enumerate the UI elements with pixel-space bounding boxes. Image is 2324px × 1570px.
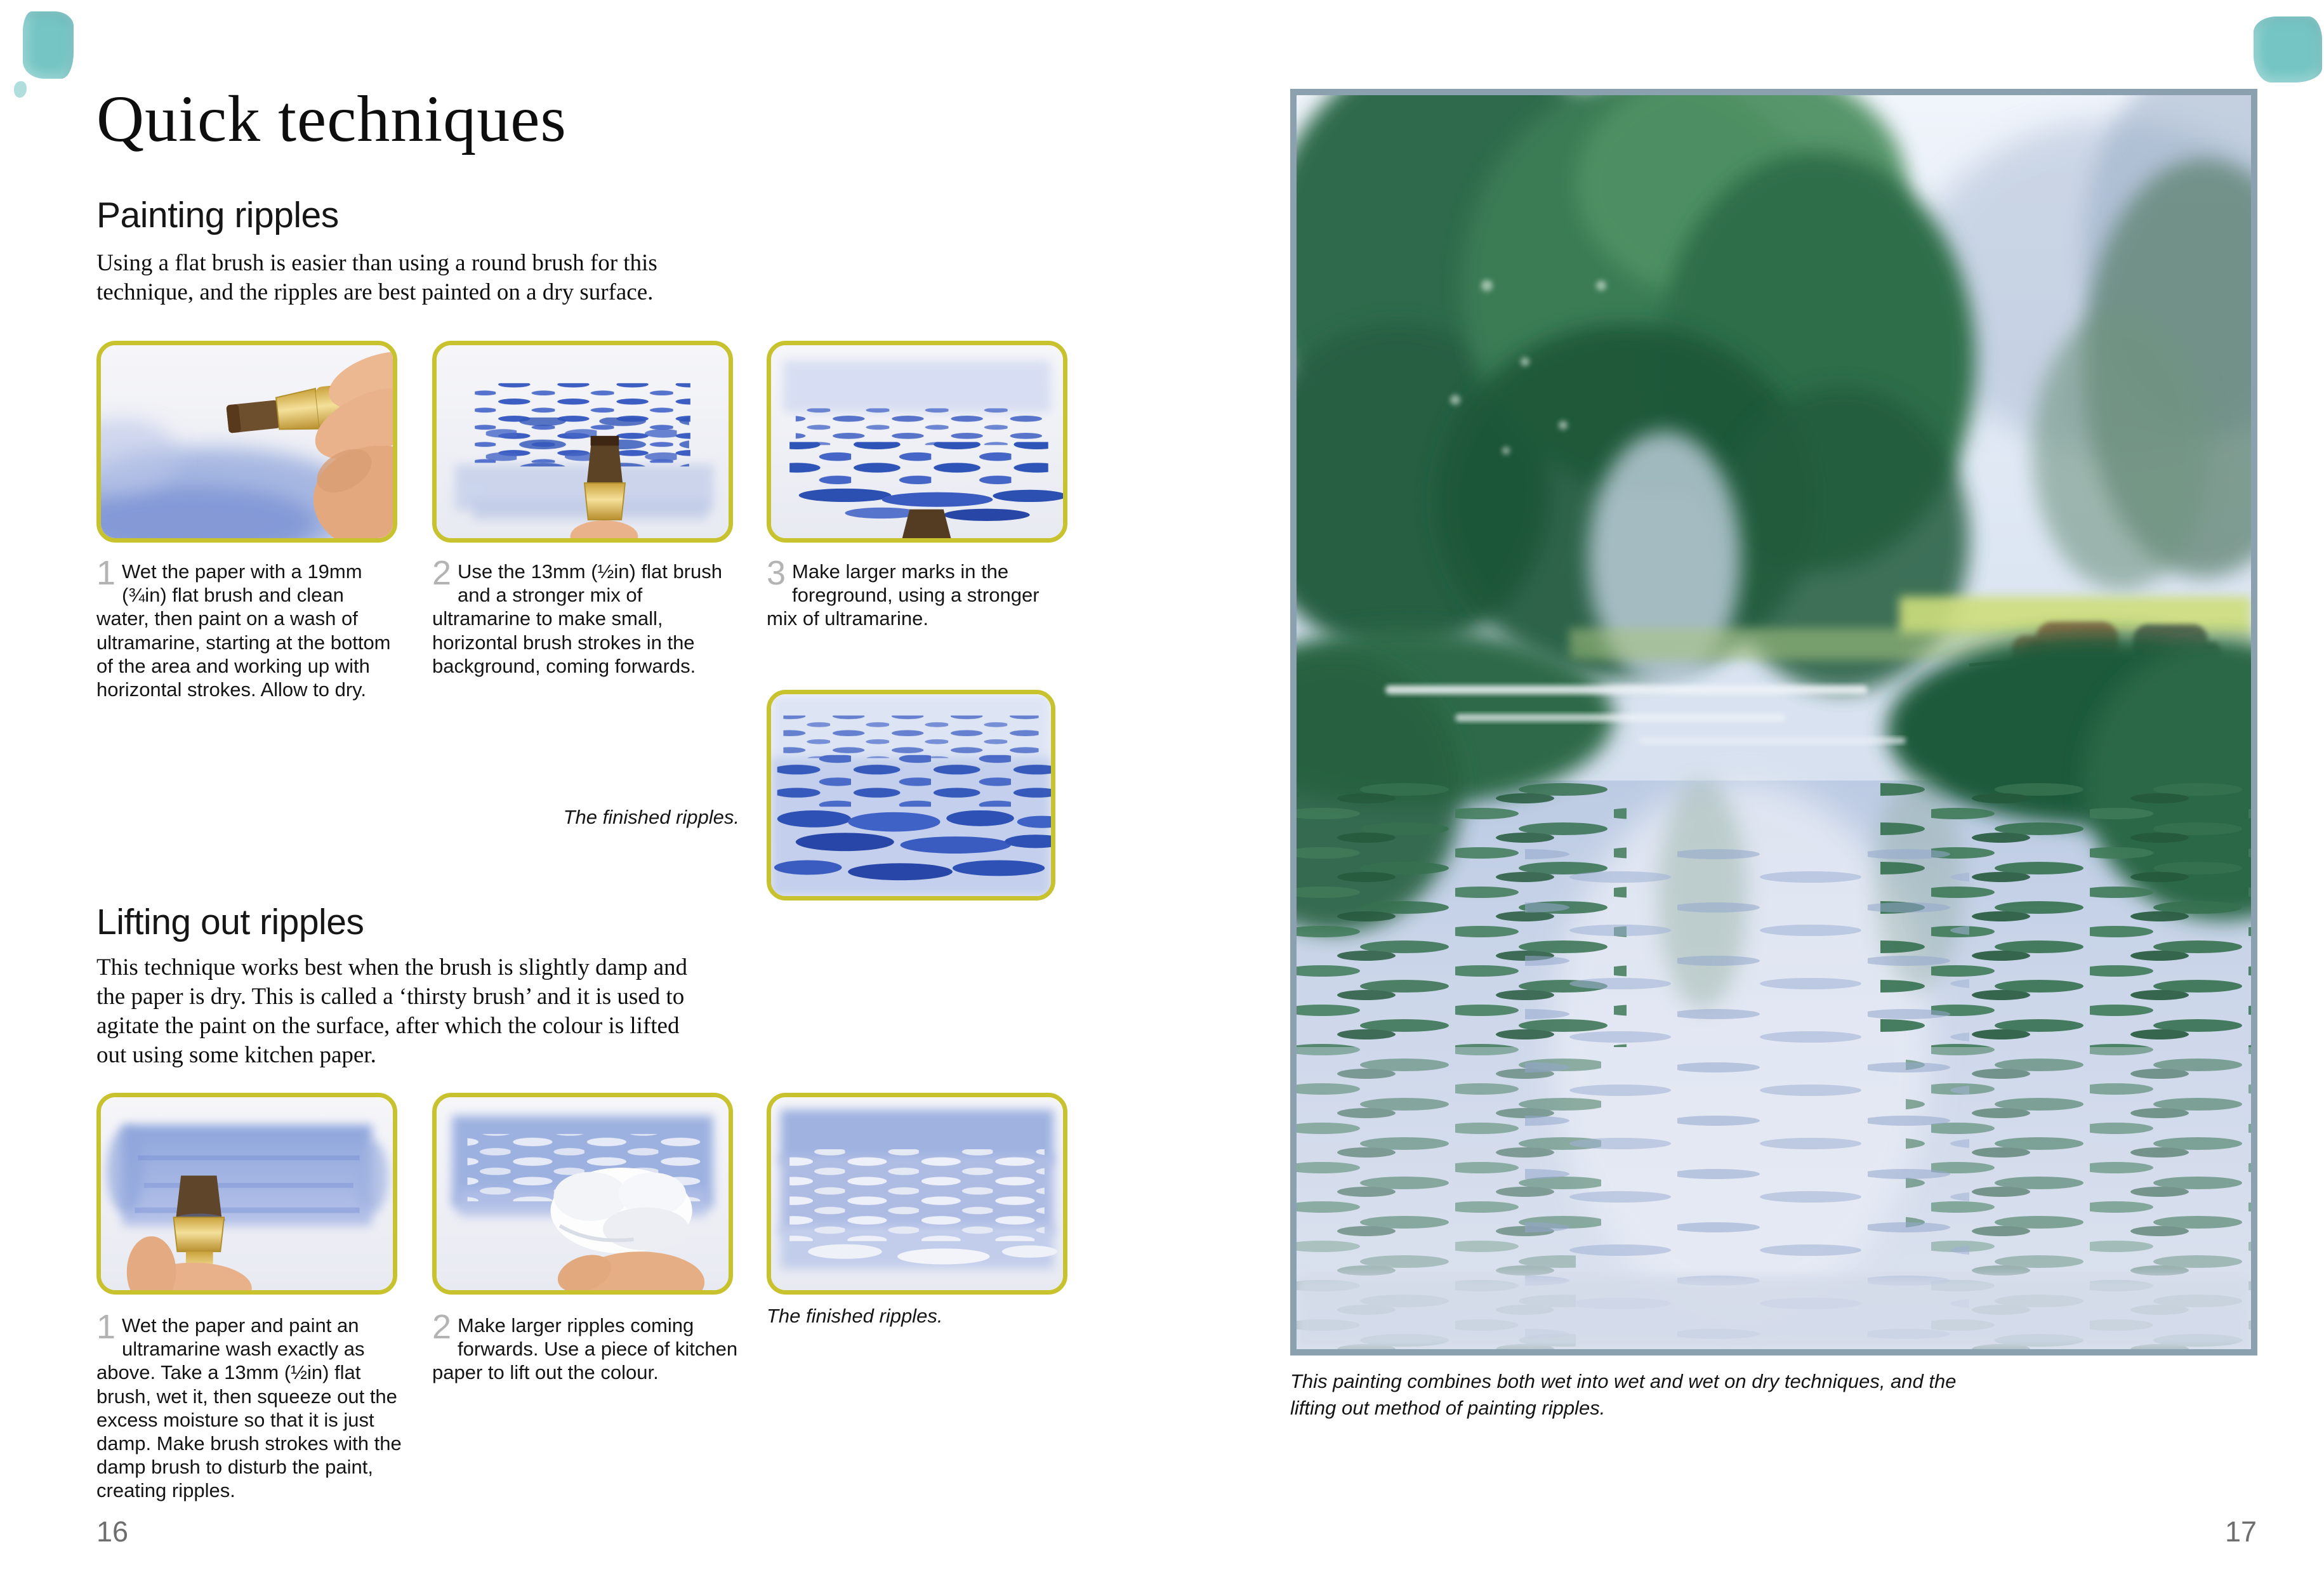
step-caption bbox=[96, 554, 400, 701]
step-number: 2 bbox=[432, 1308, 452, 1346]
step-number: 1 bbox=[96, 554, 116, 592]
step-number: 3 bbox=[767, 554, 786, 592]
watercolor-swatch-icon bbox=[23, 11, 74, 79]
step-caption bbox=[767, 554, 1070, 631]
section-intro: This technique works best when the brush is slightly damp and the paper is dry. This is called a ‘thirsty brush’ and it is used to agitate the paint on the surface, after which the colour is lifted out using some kitchen paper. bbox=[96, 954, 688, 1068]
step-text: Make larger ripples coming forwards. Use a piece of kitchen paper to lift out the colour. bbox=[432, 1314, 738, 1384]
step-photo-kitchen-paper bbox=[432, 1093, 733, 1295]
finished-ripples-caption: The finished ripples. bbox=[563, 806, 739, 828]
section-heading-lifting-out-ripples: Lifting out ripples bbox=[96, 902, 364, 942]
step-caption bbox=[96, 1308, 402, 1503]
watercolor-fleck-icon bbox=[14, 81, 27, 98]
page-title: Quick techniques bbox=[96, 82, 567, 155]
step-caption bbox=[432, 554, 736, 678]
finished-ripples-caption: The finished ripples. bbox=[767, 1305, 943, 1327]
step-caption bbox=[432, 1308, 738, 1385]
step-text: Wet the paper with a 19mm (¾in) flat brush and clean water, then paint on a wash of ultramarine, starting at the bottom of the area and working up with horizontal strokes. Allow to dry. bbox=[96, 560, 391, 701]
watercolor-swatch-icon bbox=[2254, 16, 2322, 82]
page-number-left: 16 bbox=[96, 1515, 129, 1548]
step-photo-small-ripples bbox=[432, 341, 733, 543]
step-photo-wash-brush bbox=[96, 341, 397, 543]
section-heading-painting-ripples: Painting ripples bbox=[96, 195, 339, 235]
step-text: Wet the paper and paint an ultramarine wash exactly as above. Take a 13mm (½in) flat brush, wet it, then squeeze out the excess moisture so that it is just damp. Make brush strokes with the damp brush to disturb the paint, creating ripples. bbox=[96, 1314, 402, 1502]
step-text: Use the 13mm (½in) flat brush and a stronger mix of ultramarine to make small, horizontal brush strokes in the background, coming forwards. bbox=[432, 560, 722, 677]
step-photo-large-marks bbox=[767, 341, 1067, 543]
step-number: 2 bbox=[432, 554, 452, 592]
step-number: 1 bbox=[96, 1308, 116, 1346]
finished-lifted-ripples-photo bbox=[767, 1093, 1067, 1295]
step-photo-damp-brush bbox=[96, 1093, 397, 1295]
step-text: Make larger marks in the foreground, using a stronger mix of ultramarine. bbox=[767, 560, 1040, 630]
page-number-right: 17 bbox=[2224, 1515, 2257, 1548]
section-intro: Using a flat brush is easier than using a round brush for this technique, and the ripples are best painted on a dry surface. bbox=[96, 250, 657, 305]
finished-ripples-photo bbox=[767, 690, 1055, 900]
painting-river-scene bbox=[1290, 89, 2257, 1356]
painting-caption: This painting combines both wet into wet and wet on dry techniques, and the lifting out method of painting ripples. bbox=[1290, 1370, 1957, 1419]
